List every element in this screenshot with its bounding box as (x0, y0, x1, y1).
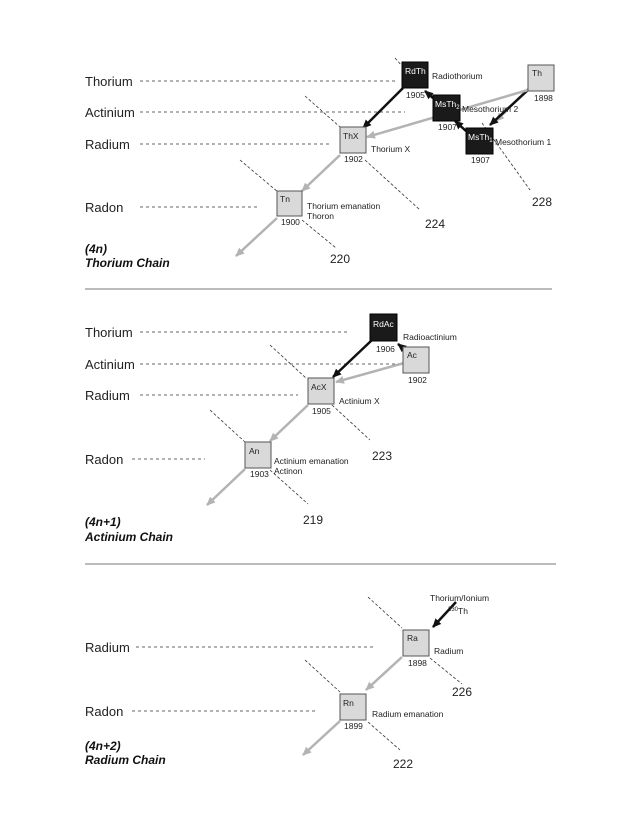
alpha-arrow-th230-to-ra (433, 602, 456, 627)
isobar-line-222 (368, 722, 400, 750)
nuclide-subscript: 2 (456, 105, 460, 111)
mass-number: 222 (393, 757, 414, 771)
level-label-radium: Radium (85, 640, 130, 655)
alpha-arrow-tn-out (236, 218, 277, 256)
isobar-line-222-upper (305, 660, 340, 692)
level-label-thorium: Thorium (85, 325, 133, 340)
chain-formula: (4n) (85, 242, 107, 256)
discovery-year: 1905 (406, 90, 425, 100)
nuclide-symbol: An (249, 446, 260, 456)
discovery-year: 1902 (344, 154, 363, 164)
level-label-actinium: Actinium (85, 105, 135, 120)
discovery-year: 1907 (438, 122, 457, 132)
mass-number: 224 (425, 217, 446, 231)
nuclide-ra (403, 630, 463, 668)
nuclide-name: Thorium emanation (307, 201, 381, 211)
nuclide-symbol: Ra (407, 633, 418, 643)
chain-formula: (4n+2) (85, 739, 121, 753)
chain-formula: (4n+1) (85, 515, 121, 529)
nuclide-name: Radiothorium (432, 71, 483, 81)
isobar-line-224-upper (305, 96, 340, 127)
isobar-line-223-upper (270, 345, 306, 378)
chain-name: Radium Chain (85, 753, 166, 767)
discovery-year: 1898 (408, 658, 427, 668)
nuclide-name: Radioactinium (403, 332, 457, 342)
nuclide-symbol: Ac (407, 350, 417, 360)
discovery-year: 1898 (534, 93, 553, 103)
mass-number: 228 (532, 195, 553, 209)
level-label-radium: Radium (85, 388, 130, 403)
nuclide-name: Mesothorium 2 (462, 104, 519, 114)
alpha-arrow-thx-to-tn (302, 155, 340, 191)
nuclide-rn (340, 694, 444, 731)
nuclide-thx (340, 127, 411, 164)
alpha-arrow-rdac-to-acx (333, 340, 372, 377)
level-label-thorium: Thorium (85, 74, 133, 89)
nuclide-acx (308, 378, 380, 416)
level-label-radon: Radon (85, 200, 124, 215)
chain-name: Actinium Chain (85, 530, 174, 544)
level-label-radon: Radon (85, 452, 124, 467)
nuclide-symbol: RdTh (405, 66, 426, 76)
nuclide-an (245, 442, 349, 479)
mass-number: 220 (330, 252, 351, 266)
discovery-year: 1902 (408, 375, 427, 385)
nuclide-symbol: Th (532, 68, 542, 78)
nuclide-symbol: Rn (343, 698, 354, 708)
discovery-year: 1906 (376, 344, 395, 354)
isobar-line-220-upper (240, 160, 278, 192)
level-label-actinium: Actinium (85, 357, 135, 372)
nuclide-symbol: RdAc (373, 319, 394, 329)
mass-number: 226 (452, 685, 473, 699)
nuclide-symbol: AcX (311, 382, 327, 392)
chain-name: Thorium Chain (85, 256, 170, 270)
alpha-arrow-rn-out (303, 721, 340, 755)
nuclide-msth2 (433, 95, 518, 132)
nuclide-name: Radium (434, 646, 464, 656)
nuclide-name: Actinium emanation (274, 456, 349, 466)
nuclide-symbol: ThX (343, 131, 359, 141)
discovery-year: 1900 (281, 217, 300, 227)
nuclide-name: Mesothorium 1 (495, 137, 552, 147)
nuclide-th (528, 65, 554, 103)
alpha-arrow-acx-to-an (270, 405, 308, 441)
nuclide-rdth (402, 62, 483, 100)
actinium-chain-section (84, 314, 457, 544)
nuclide-symbol: MsTh (435, 99, 457, 109)
isobar-line-223 (332, 405, 370, 440)
nuclide-name-alt: Thoron (307, 211, 334, 221)
discovery-year: 1907 (471, 155, 490, 165)
nuclide-msth1 (466, 128, 551, 165)
nuclide-symbol: MsTh (468, 132, 490, 142)
isobar-line-226 (430, 658, 462, 684)
parent-symbol: Th (458, 606, 468, 616)
level-label-radium: Radium (85, 137, 130, 152)
nuclide-name: Actinium X (339, 396, 380, 406)
nuclide-name: Radium emanation (372, 709, 444, 719)
mass-number: 223 (372, 449, 393, 463)
parent-label: Thorium/Ionium (430, 593, 490, 603)
nuclide-symbol: Tn (280, 194, 290, 204)
alpha-arrow-ra-to-rn (366, 657, 402, 690)
alpha-arrow-rdth-to-thx (363, 88, 403, 128)
isobar-line-219-upper (210, 410, 245, 442)
nuclide-name-alt: Actinon (274, 466, 303, 476)
thorium-chain-section (85, 58, 554, 270)
nuclide-subscript: 1 (489, 138, 493, 144)
nuclide-name: Thorium X (371, 144, 411, 154)
discovery-year: 1905 (312, 406, 331, 416)
parent-mass-superscript: 230 (448, 607, 459, 613)
nuclide-tn (277, 191, 381, 227)
level-label-radon: Radon (85, 704, 124, 719)
radium-chain-section (85, 593, 489, 771)
mass-number: 219 (303, 513, 324, 527)
isobar-line-226-upper (368, 597, 402, 628)
nuclide-ac (403, 347, 429, 385)
discovery-year: 1899 (344, 721, 363, 731)
alpha-arrow-an-out (207, 469, 245, 505)
discovery-year: 1903 (250, 469, 269, 479)
beta-arrow-msth2-to-rdth (425, 91, 433, 98)
isobar-line-220 (302, 220, 336, 248)
